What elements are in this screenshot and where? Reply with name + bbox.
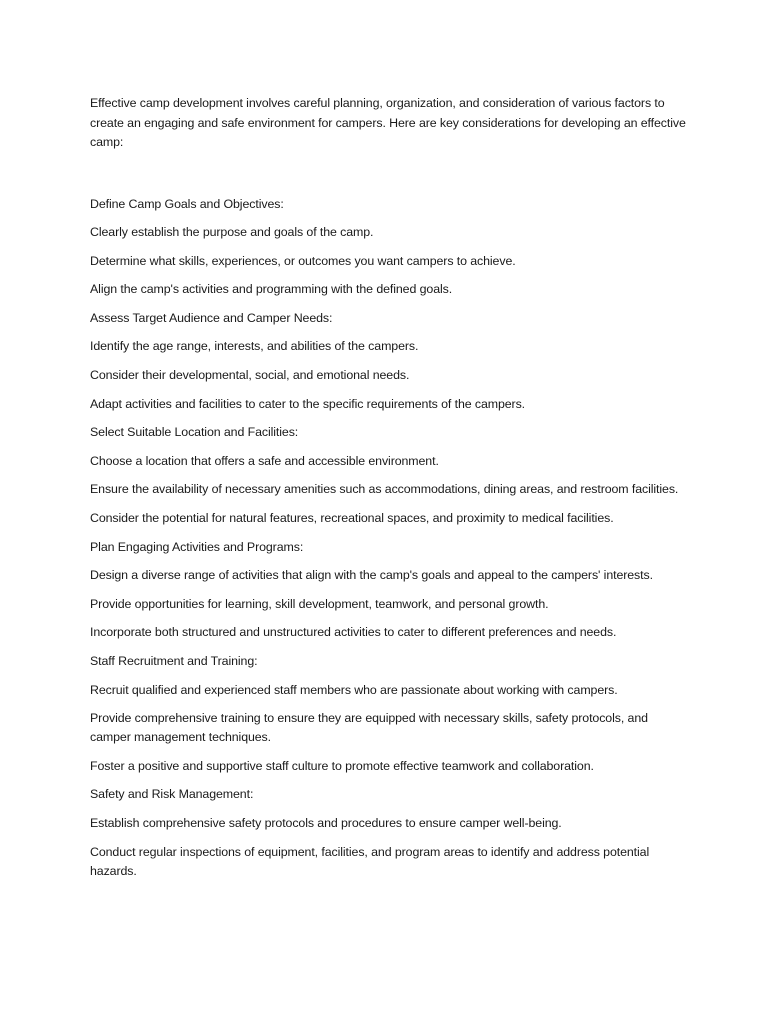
body-paragraph: Determine what skills, experiences, or outcomes you want campers to achieve.: [90, 253, 516, 268]
body-paragraph: Conduct regular inspections of equipment, facilities, and program areas to identify and address potential hazards.: [90, 844, 650, 878]
body-paragraph: Establish comprehensive safety protocols and procedures to ensure camper well-being.: [90, 815, 562, 830]
body-paragraph: Design a diverse range of activities that align with the camp's goals and appeal to the campers' interests.: [90, 568, 653, 583]
section-heading: Assess Target Audience and Camper Needs:: [90, 310, 333, 325]
body-paragraph: Consider the potential for natural features, recreational spaces, and proximity to medical facilities.: [90, 511, 614, 526]
body-paragraph: Adapt activities and facilities to cater to the specific requirements of the campers.: [90, 396, 526, 411]
section-heading: Safety and Risk Management:: [90, 787, 254, 802]
body-paragraph: Consider their developmental, social, and emotional needs.: [90, 368, 410, 383]
body-paragraph: Clearly establish the purpose and goals of the camp.: [90, 225, 374, 240]
body-paragraph: Recruit qualified and experienced staff members who are passionate about working with campers.: [90, 682, 618, 697]
document-page: [90, 94, 690, 890]
body-paragraph: Align the camp's activities and programming with the defined goals.: [90, 282, 453, 297]
section-heading: Plan Engaging Activities and Programs:: [90, 539, 304, 554]
body-paragraph: Choose a location that offers a safe and accessible environment.: [90, 453, 439, 468]
intro-paragraph: Effective camp development involves careful planning, organization, and consideration of various factors to create an engaging and safe environment for campers. Here are key considerations for developing an effective camp:: [90, 96, 686, 149]
body-paragraph: Foster a positive and supportive staff culture to promote effective teamwork and collaboration.: [90, 758, 594, 773]
section-heading: Staff Recruitment and Training:: [90, 654, 258, 668]
body-paragraph: Incorporate both structured and unstructured activities to cater to different preferences and needs.: [90, 625, 617, 640]
section-heading: Select Suitable Location and Facilities:: [90, 425, 299, 440]
body-paragraph: Provide comprehensive training to ensure they are equipped with necessary skills, safety protocols, and camper management techniques.: [90, 711, 648, 745]
body-paragraph: Ensure the availability of necessary amenities such as accommodations, dining areas, and restroom facilities.: [90, 482, 679, 497]
body-paragraph: Identify the age range, interests, and abilities of the campers.: [90, 339, 419, 354]
body-paragraph: Provide opportunities for learning, skill development, teamwork, and personal growth.: [90, 596, 549, 611]
section-heading: Define Camp Goals and Objectives:: [90, 196, 284, 211]
